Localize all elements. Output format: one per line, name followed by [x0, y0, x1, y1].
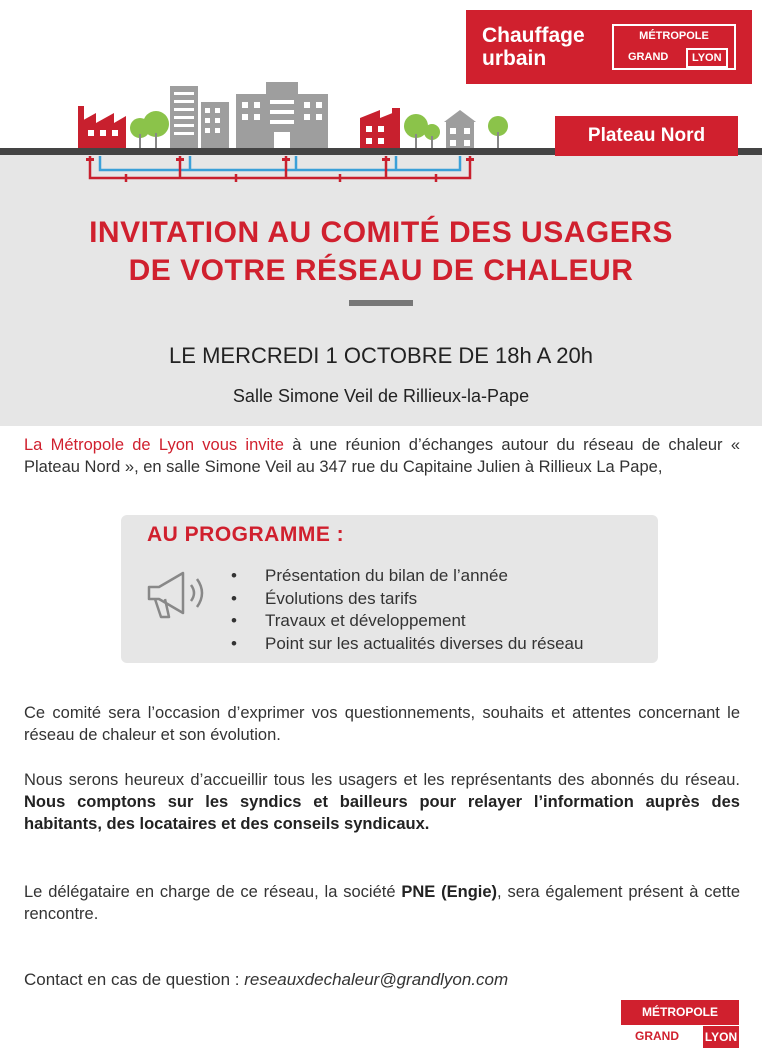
paragraph-users-bold: Nous comptons sur les syndics et bailleurs pour relayer l’information auprès des habitants, des locataires et des conseils syndicaux.: [24, 793, 740, 833]
title-divider: [349, 300, 413, 306]
contact-line: [24, 968, 508, 992]
title-line2: DE VOTRE RÉSEAU DE CHALEUR: [128, 254, 634, 287]
title-line1: INVITATION AU COMITÉ DES USAGERS: [89, 216, 673, 249]
event-place: Salle Simone Veil de Rillieux-la-Pape: [232, 386, 530, 406]
contact-label: Contact en cas de question :: [24, 970, 245, 989]
event-date: LE MERCREDI 1 OCTOBRE DE 18h A 20h: [169, 343, 593, 368]
metropole-logo: [612, 24, 736, 70]
grand-label: GRAND: [628, 51, 669, 63]
programme-box: [121, 515, 658, 663]
megaphone-icon: [143, 561, 213, 625]
delegate-company: PNE (Engie): [401, 883, 498, 901]
network-name-badge: Plateau Nord: [555, 116, 738, 156]
intro-paragraph: [24, 434, 740, 478]
footer-metropole-logo: [621, 1000, 739, 1048]
metropole-label: MÉTROPOLE: [639, 30, 709, 42]
brand-logo: [466, 10, 752, 84]
intro-text: à une réunion d’échanges autour du réseau de chaleur « Plateau Nord », en salle Simone Veil au 347 rue du Capitaine Julien à Rillieux La Pape,: [24, 436, 740, 476]
delegate-after: , sera également présent à cette rencontre.: [24, 883, 740, 923]
paragraph-delegate: [24, 881, 740, 925]
programme-item: • Présentation du bilan de l’année: [231, 565, 583, 588]
programme-item: • Évolutions des tarifs: [231, 588, 583, 611]
programme-list: [231, 565, 583, 655]
brand-name: [482, 24, 585, 70]
contact-email-link[interactable]: reseauxdechaleur@grandlyon.com: [244, 970, 509, 989]
brand-line2: urbain: [482, 47, 547, 70]
programme-item: • Point sur les actualités diverses du réseau: [231, 633, 583, 656]
page-title: [0, 214, 762, 290]
paragraph-committee: Ce comité sera l’occasion d’exprimer vos questionnements, souhaits et attentes concernant le réseau de chaleur et son évolution.: [24, 704, 740, 744]
lyon-label: LYON: [686, 48, 728, 68]
footer-metropole-label: MÉTROPOLE: [621, 1000, 739, 1025]
brand-line1: Chauffage: [482, 24, 585, 47]
metropole-logo-bottom: [614, 47, 734, 68]
paragraph-users-text: Nous serons heureux d’accueillir tous les usagers et les représentants des abonnés du réseau.: [24, 771, 740, 789]
footer-grand-label: GRAND: [635, 1029, 679, 1043]
intro-highlight: La Métropole de Lyon vous invite: [24, 436, 284, 454]
delegate-before: Le délégataire en charge de ce réseau, la société: [24, 883, 402, 901]
heat-network-pipes: [60, 150, 520, 190]
programme-title: AU PROGRAMME :: [147, 523, 345, 546]
footer-lyon-label: LYON: [703, 1026, 739, 1048]
programme-item: • Travaux et développement: [231, 610, 583, 633]
paragraph-users: [24, 769, 740, 835]
